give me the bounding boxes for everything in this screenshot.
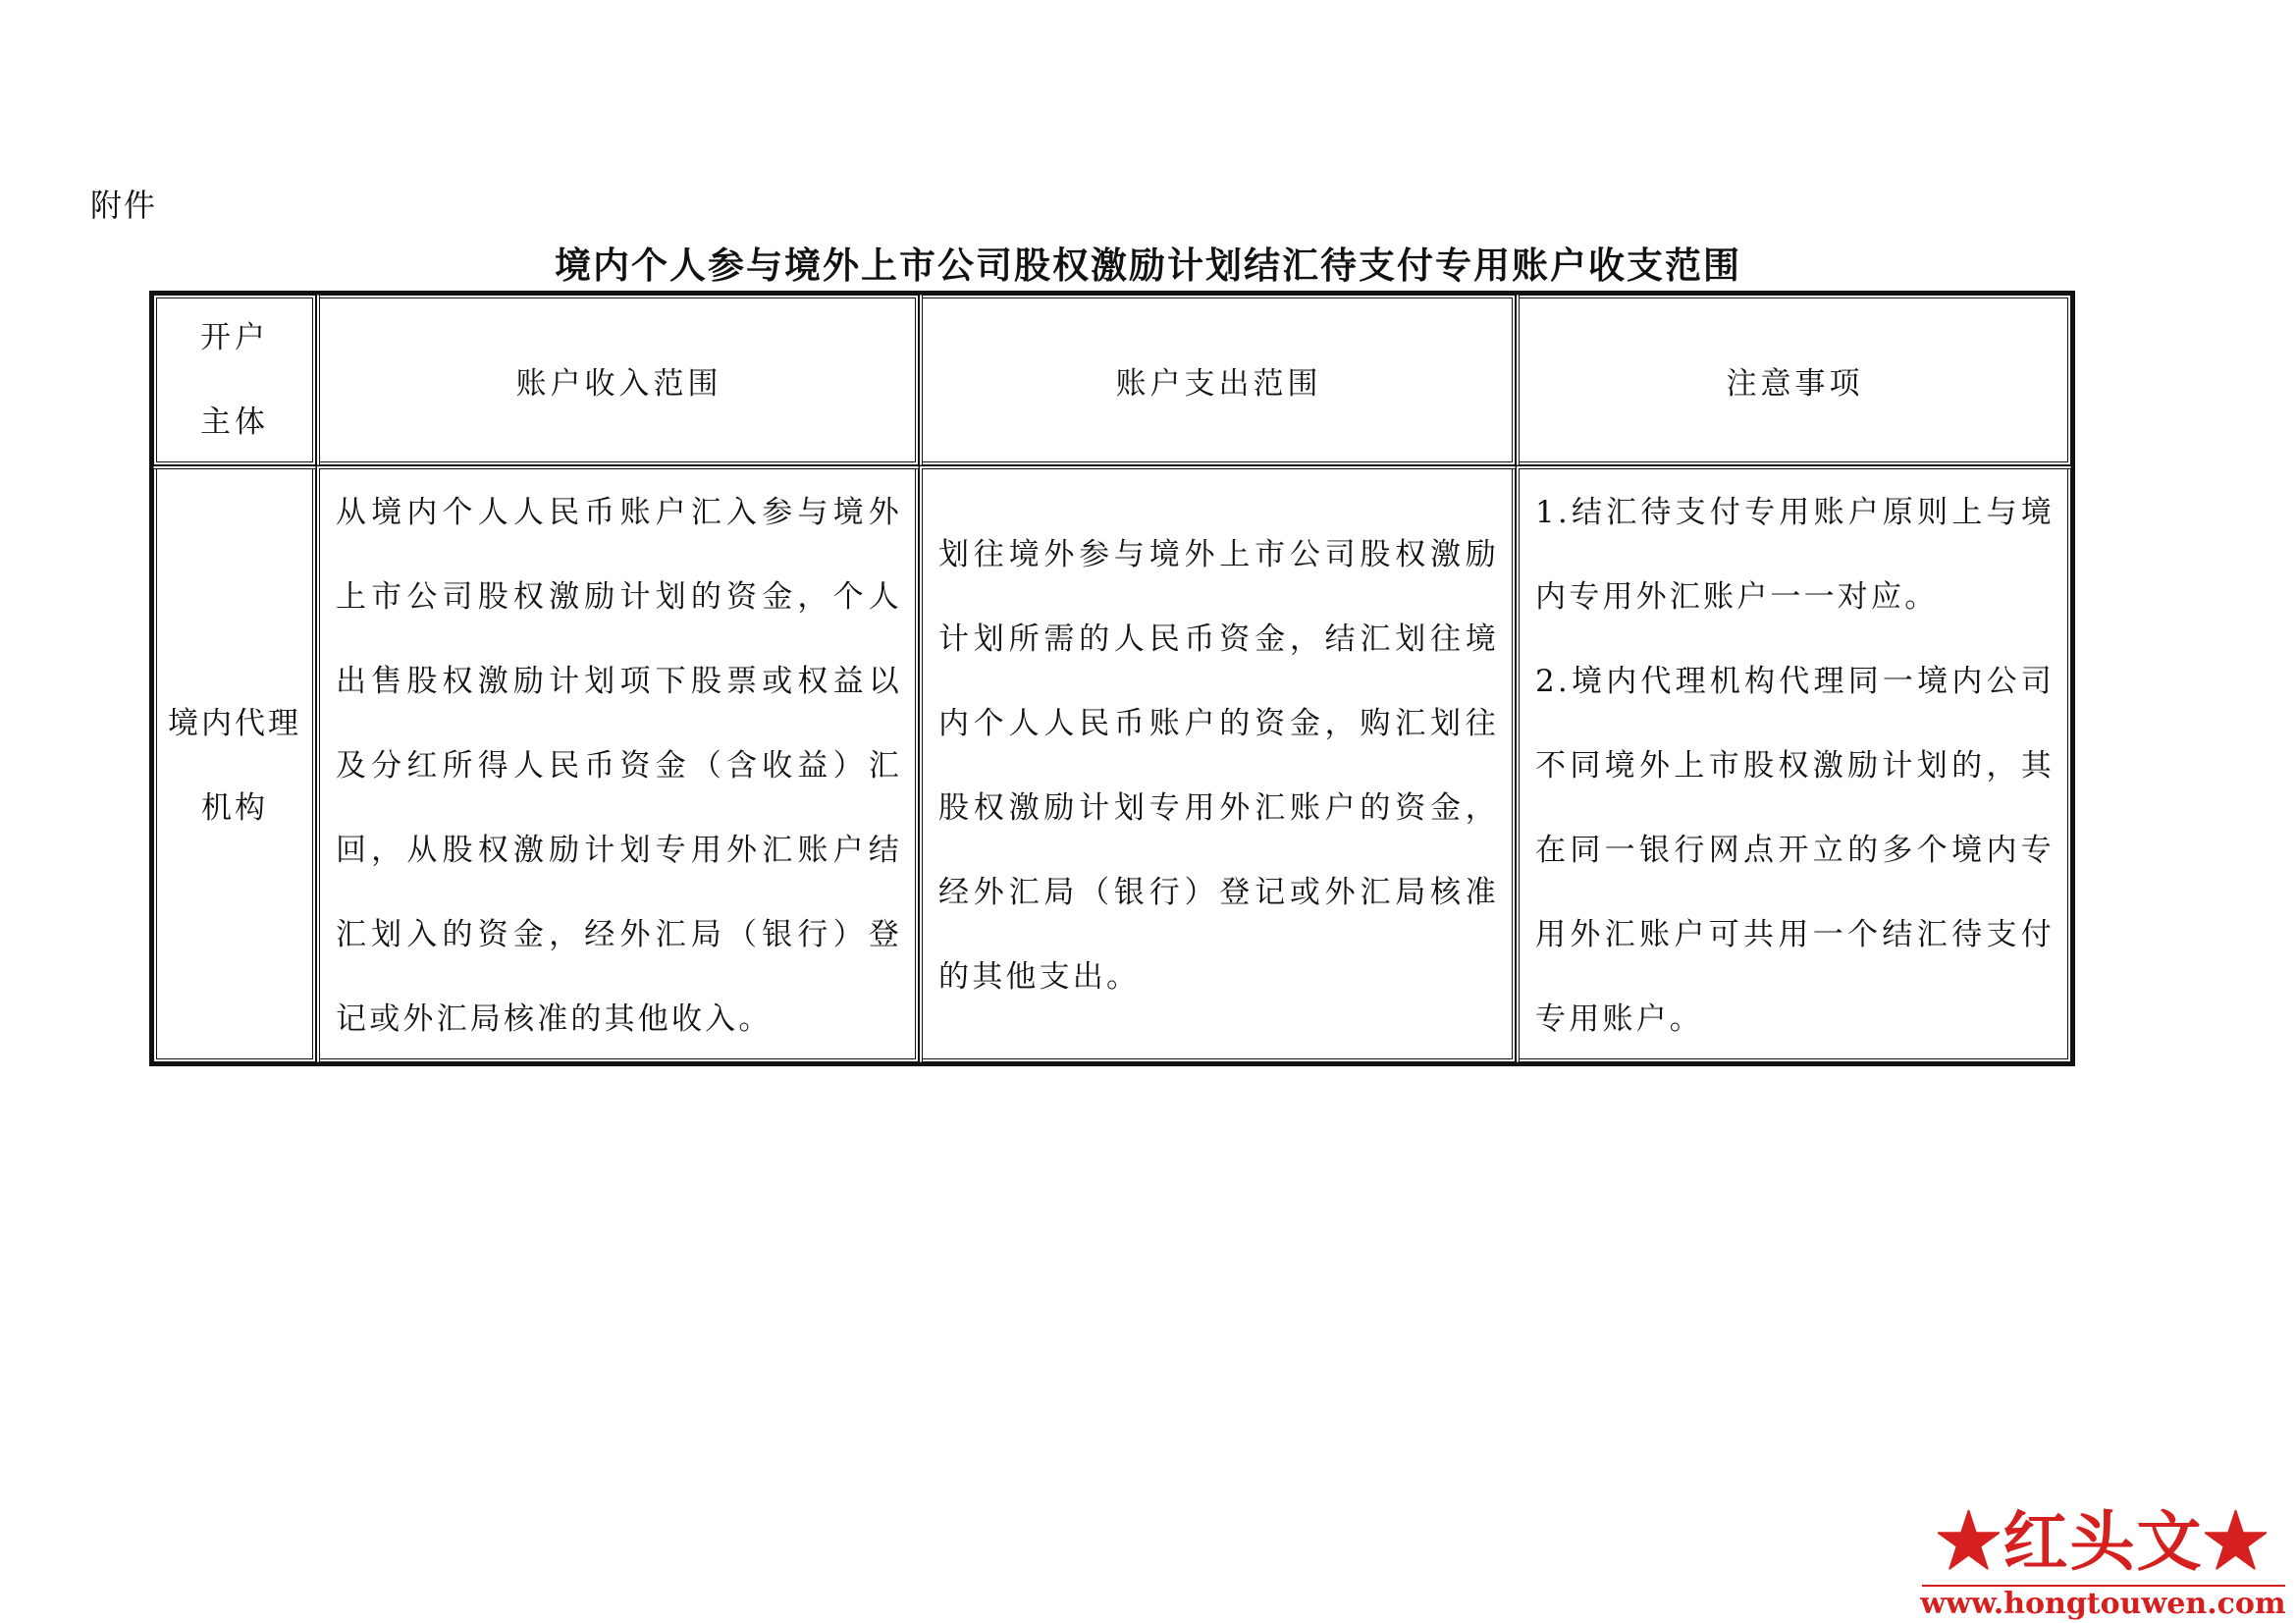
expense-cell	[919, 465, 1516, 1062]
entity-cell	[153, 465, 316, 1062]
table-row	[153, 465, 2071, 1062]
header-income: 账户收入范围	[316, 295, 919, 465]
header-entity	[153, 295, 316, 465]
note-item-1: 1.结汇待支付专用账户原则上与境内专用外汇账户一一对应。	[1535, 494, 2055, 615]
account-range-table	[149, 291, 2075, 1066]
expense-text: 划往境外参与境外上市公司股权激励计划所需的人民币资金，结汇划往境内个人人民币账户的资金，购汇划往股权激励计划专用外汇账户的资金，经外汇局（银行）登记或外汇局核准的其他支出。	[938, 536, 1499, 995]
header-entity-line2: 主体	[200, 405, 269, 440]
watermark-url: www.hongtouwen.com	[1920, 1587, 2286, 1621]
attachment-label: 附件	[90, 187, 158, 224]
note-item-2: 2.境内代理机构代理同一境内公司不同境外上市股权激励计划的，其在同一银行网点开立的多个境内专用外汇账户可共用一个结汇待支付专用账户。	[1535, 663, 2055, 1037]
income-cell	[316, 465, 919, 1062]
entity-line2: 机构	[201, 789, 268, 826]
table-header-row	[153, 295, 2071, 465]
notes-cell	[1516, 465, 2071, 1062]
document-title: 境内个人参与境外上市公司股权激励计划结汇待支付专用账户收支范围	[555, 243, 1741, 287]
entity-line1: 境内代理	[168, 705, 301, 741]
watermark-text: ★红头文★	[1936, 1503, 2270, 1580]
header-entity-line1: 开户	[200, 320, 269, 355]
header-expense: 账户支出范围	[919, 295, 1516, 465]
header-notes: 注意事项	[1516, 295, 2071, 465]
income-text: 从境内个人人民币账户汇入参与境外上市公司股权激励计划的资金，个人出售股权激励计划项下股票或权益以及分红所得人民币资金（含收益）汇回，从股权激励计划专用外汇账户结汇划入的资金，经外汇局（银行）登记或外汇局核准的其他收入。	[336, 494, 902, 1037]
watermark	[1914, 1502, 2292, 1620]
